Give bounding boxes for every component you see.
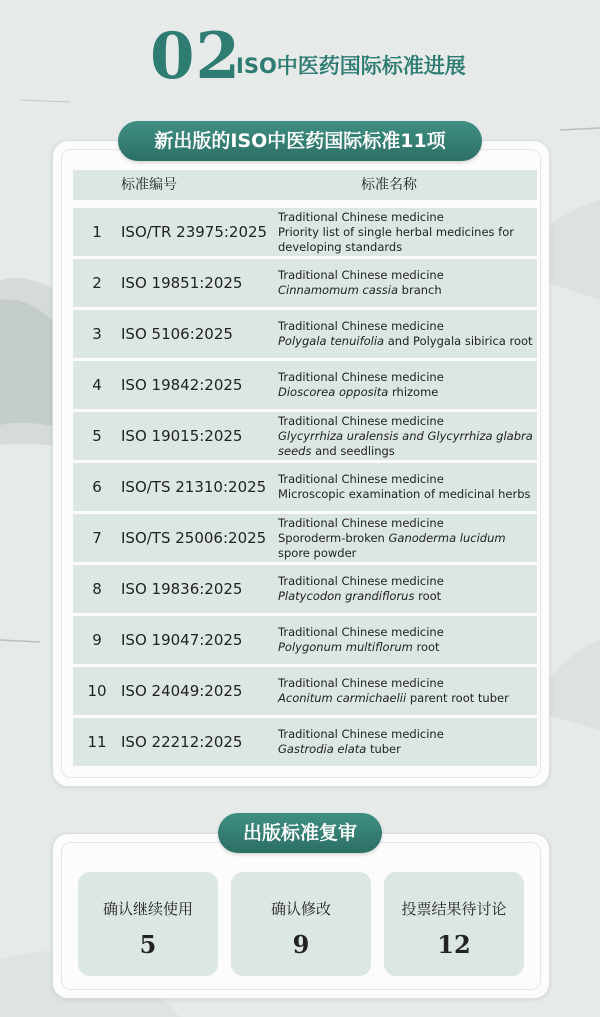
standard-code: ISO 19047:2025	[121, 631, 243, 649]
standard-name-line	[278, 429, 533, 444]
standard-name-line	[278, 210, 533, 225]
row-number: 5	[92, 427, 102, 445]
name-text: root	[412, 640, 440, 654]
row-number: 3	[92, 325, 102, 343]
standard-name-line	[278, 283, 533, 298]
species-name: Dioscorea opposita	[278, 385, 389, 399]
stat-label: 确认修改	[270, 900, 331, 918]
stat-card-pending	[384, 872, 524, 976]
name-text: Traditional Chinese medicine	[278, 574, 444, 588]
row-number: 6	[92, 478, 102, 496]
stat-card-revise	[231, 872, 371, 976]
standard-code: ISO 19836:2025	[121, 580, 243, 598]
stat-value: 9	[292, 930, 310, 959]
standard-name	[278, 718, 533, 766]
stat-label: 确认继续使用	[102, 900, 193, 918]
column-header-name: 标准名称	[361, 177, 417, 193]
standard-name-line	[278, 319, 533, 334]
standard-code: ISO/TS 25006:2025	[121, 529, 267, 547]
standard-name-line	[278, 625, 533, 640]
name-text: Microscopic examination of medicinal herbs	[278, 487, 531, 501]
standard-name-line	[278, 574, 533, 589]
name-text: and Polygala sibirica root	[384, 334, 533, 348]
standard-name-line	[278, 385, 533, 400]
row-number: 10	[87, 682, 107, 700]
new-standards-badge: 新出版的ISO中医药国际标准11项	[118, 121, 482, 161]
section-title: ISO中医药国际标准进展	[236, 54, 466, 78]
row-number: 2	[92, 274, 102, 292]
section-header	[0, 19, 600, 94]
species-name: Gastrodia elata	[278, 742, 367, 756]
standard-name-line	[278, 640, 533, 655]
standard-code: ISO 24049:2025	[121, 682, 243, 700]
standard-code: ISO 19851:2025	[121, 274, 243, 292]
table-row	[73, 718, 537, 766]
table-row	[73, 565, 537, 613]
standard-code: ISO/TR 23975:2025	[121, 223, 268, 241]
review-badge: 出版标准复审	[218, 813, 382, 853]
species-name: seeds	[278, 443, 312, 458]
name-text: Traditional Chinese medicine	[278, 515, 444, 530]
standard-name	[278, 463, 533, 511]
standard-code: ISO 5106:2025	[121, 325, 233, 343]
name-text: branch	[398, 283, 442, 297]
species-name: Polygonum multiflorum	[278, 640, 413, 654]
name-text: Traditional Chinese medicine	[278, 413, 444, 428]
standard-name-line	[278, 268, 533, 283]
table-row	[73, 310, 537, 358]
row-number: 9	[92, 631, 102, 649]
species-name: Aconitum carmichaelii	[278, 691, 407, 705]
standard-name	[278, 616, 533, 664]
standard-name	[278, 412, 533, 460]
standard-name	[278, 514, 533, 562]
standard-name-line	[278, 370, 533, 385]
standard-name-line	[278, 444, 533, 459]
name-text: Sporoderm-broken	[278, 530, 389, 545]
name-text: Priority list of single herbal medicines for	[278, 224, 514, 239]
column-header-code: 标准编号	[121, 177, 177, 193]
standard-name	[278, 259, 533, 307]
name-text: rhizome	[388, 385, 439, 399]
standard-name-line	[278, 225, 533, 240]
table-header	[73, 170, 537, 200]
stat-value: 5	[139, 930, 157, 959]
standard-name-line	[278, 240, 533, 255]
table-row	[73, 514, 537, 562]
species-name: Polygala tenuifolia	[278, 334, 385, 348]
table-row	[73, 259, 537, 307]
row-number: 4	[92, 376, 102, 394]
name-text: Traditional Chinese medicine	[278, 676, 444, 690]
table-row	[73, 616, 537, 664]
name-text: Traditional Chinese medicine	[278, 370, 444, 384]
name-text: tuber	[366, 742, 401, 756]
row-number: 1	[92, 223, 102, 241]
species-name: Platycodon grandiflorus	[278, 589, 415, 603]
name-text: root	[414, 589, 442, 603]
standard-name-line	[278, 676, 533, 691]
standard-code: ISO 19015:2025	[121, 427, 243, 445]
standard-name-line	[278, 487, 533, 502]
table-row	[73, 412, 537, 460]
table-row	[73, 361, 537, 409]
standard-name-line	[278, 472, 533, 487]
species-name: Ganoderma lucidum	[388, 530, 506, 545]
standard-code: ISO 19842:2025	[121, 376, 243, 394]
name-text: and seedlings	[311, 443, 395, 458]
row-number: 11	[87, 733, 107, 751]
stat-value: 12	[437, 930, 471, 959]
standard-name	[278, 208, 533, 256]
row-number: 7	[92, 529, 102, 547]
standard-name-line	[278, 727, 533, 742]
standard-name-line	[278, 334, 533, 349]
standard-code: ISO 22212:2025	[121, 733, 243, 751]
name-text: Traditional Chinese medicine	[278, 727, 444, 741]
name-text: Traditional Chinese medicine	[278, 472, 444, 486]
section-number: 02	[150, 19, 242, 94]
name-text: Traditional Chinese medicine	[278, 268, 444, 282]
stat-card-continue	[78, 872, 218, 976]
name-text: Traditional Chinese medicine	[278, 209, 444, 224]
table-row	[73, 463, 537, 511]
name-text: developing standards	[278, 239, 403, 254]
row-number: 8	[92, 580, 102, 598]
standard-name	[278, 310, 533, 358]
standard-code: ISO/TS 21310:2025	[121, 478, 267, 496]
standard-name-line	[278, 546, 533, 561]
standard-name-line	[278, 531, 533, 546]
standard-name-line	[278, 414, 533, 429]
species-name: Glycyrrhiza uralensis and Glycyrrhiza glabra	[278, 428, 533, 443]
name-text: parent root tuber	[406, 691, 509, 705]
name-text: Traditional Chinese medicine	[278, 319, 444, 333]
stat-label: 投票结果待讨论	[401, 900, 507, 918]
name-text: Traditional Chinese medicine	[278, 625, 444, 639]
standard-name	[278, 667, 533, 715]
table-row	[73, 208, 537, 256]
species-name: Cinnamomum cassia	[278, 283, 399, 297]
standard-name-line	[278, 516, 533, 531]
standard-name	[278, 565, 533, 613]
standard-name-line	[278, 691, 533, 706]
standard-name-line	[278, 589, 533, 604]
standard-name-line	[278, 742, 533, 757]
standard-name	[278, 361, 533, 409]
name-text: spore powder	[278, 545, 357, 560]
table-row	[73, 667, 537, 715]
